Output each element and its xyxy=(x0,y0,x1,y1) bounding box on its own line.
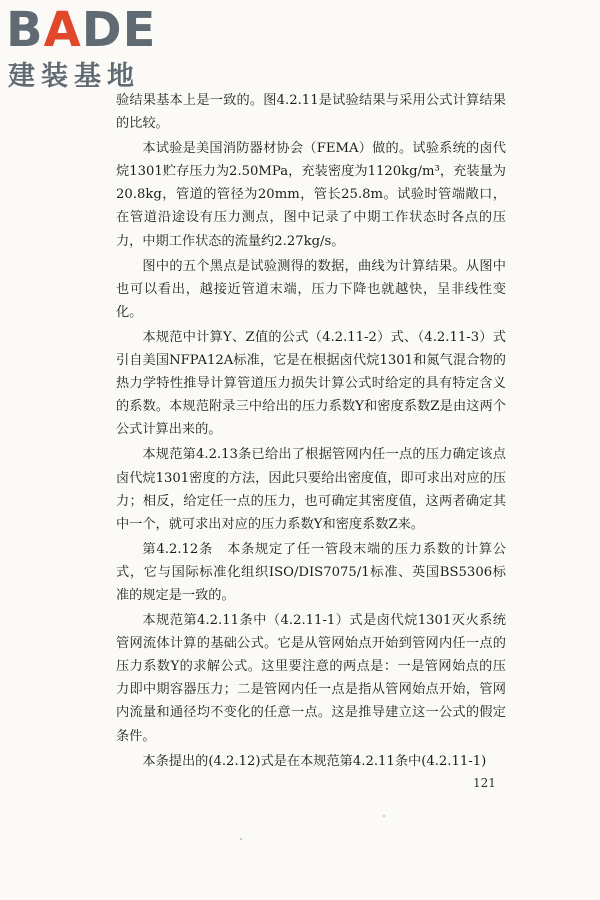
paragraph-1: 验结果基本上是一致的。图4.2.11是试验结果与采用公式计算结果的比较。 xyxy=(116,93,506,132)
scan-speck xyxy=(383,815,385,817)
paragraph-3: 图中的五个黑点是试验测得的数据，曲线为计算结果。从图中也可以看出，越接近管道末端，压力下降也就越快，呈非线性变化。 xyxy=(116,258,506,320)
bade-logo xyxy=(6,2,186,98)
paragraph-7: 本规范第4.2.11条中（4.2.11-1）式是卤代烷1301灭火系统管网流体计算的基础公式。它是从管网始点开始到管网内任一点的压力系数Y的求解公式。这里要注意的两点是：一是管网始点的压力即中期容器压力；二是管网内任一点是指从管网始点开始，管网内流量和通径均不变化的任意一点。这是推导建立这一公式的假定条件。 xyxy=(116,613,506,744)
scan-speck xyxy=(240,838,242,840)
paragraph-4: 本规范中计算Y、Z值的公式（4.2.11-2）式、（4.2.11-3）式引自美国NFPA12A标准，它是在根据卤代烷1301和氮气混合物的热力学特性推导计算管道压力损失计算公式时给定的具有特定含义的系数。本规范附录三中给出的压力系数Y和密度系数Z是由这两个公式计算出来的。 xyxy=(116,329,506,438)
paragraph-6: 第4.2.12条 本条规定了任一管段末端的压力系数的计算公式，它与国际标准化组织ISO/DIS7075/1标准、英国BS5306标准的规定是一致的。 xyxy=(116,541,506,603)
paragraph-8: 本条提出的(4.2.12)式是在本规范第4.2.11条中(4.2.11-1) xyxy=(142,753,487,769)
document-body xyxy=(116,89,506,775)
paragraph-2: 本试验是美国消防器材协会（FEMA）做的。试验系统的卤代烷1301贮存压力为2.50MPa，充装密度为1120kg/m³，充装量为20.8kg，管道的管径为20mm，管长25.8m。试验时管端敞口，在管道沿途设有压力测点，图中记录了中期工作状态时各点的压力，中期工作状态的流量约2.27kg/s。 xyxy=(116,141,506,249)
logo-wordmark: BADE xyxy=(6,2,157,58)
paragraph-5: 本规范第4.2.13条已给出了根据管网内任一点的压力确定该点卤代烷1301密度的方法，因此只要给出密度值，即可求出对应的压力；相反，给定任一点的压力，也可确定其密度值，这两者确定其中一个，就可求出对应的压力系数Y和密度系数Z来。 xyxy=(116,447,506,532)
logo-subtitle: 建装基地 xyxy=(8,61,140,92)
page-number: 121 xyxy=(473,776,496,790)
